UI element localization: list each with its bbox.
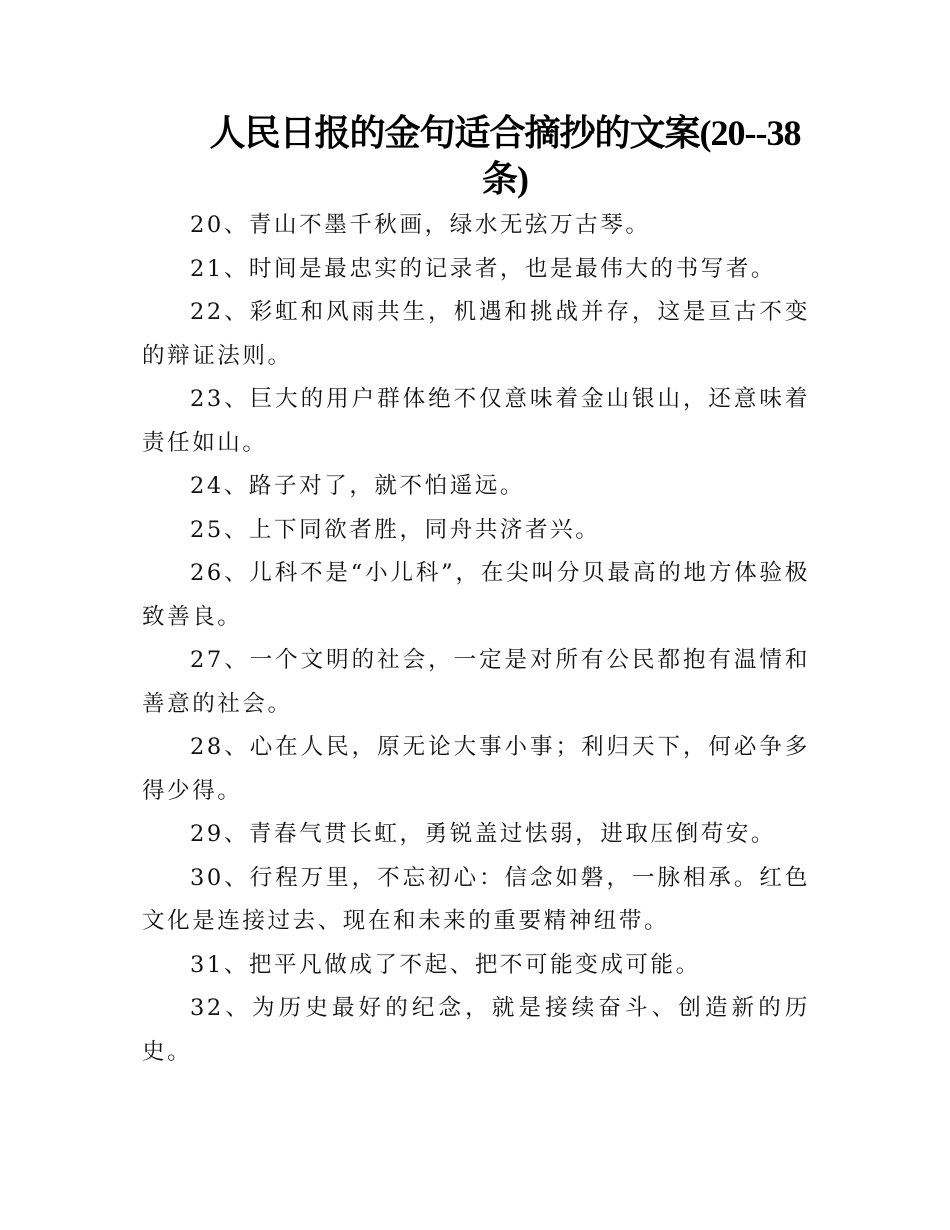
quote-item: 24、路子对了，就不怕遥远。 [190,473,526,499]
quote-list [142,204,810,1074]
quote-item: 28、心在人民，原无论大事小事；利归天下，何必争多得少得。 [142,734,810,804]
quote-item: 29、青春气贯长虹，勇锐盖过怯弱，进取压倒苟安。 [190,821,777,847]
quote-item: 31、把平凡做成了不起、把不可能变成可能。 [190,951,701,978]
quote-item: 21、时间是最忠实的记录者，也是最伟大的书写者。 [190,255,777,282]
quote-item: 22、彩虹和风雨共生，机遇和挑战并存，这是亘古不变的辩证法则。 [142,299,810,369]
quote-item: 25、上下同欲者胜，同舟共济者兴。 [190,516,601,543]
quote-item: 27、一个文明的社会，一定是对所有公民都抱有温情和善意的社会。 [142,647,810,717]
document-title: 人民日报的金句适合摘抄的文案(20--38条) [209,113,801,199]
quote-item: 20、青山不墨千秋画，绿水无弦万古琴。 [190,212,651,238]
quote-item: 30、行程万里，不忘初心：信念如磐，一脉相承。红色文化是连接过去、现在和未来的重要精神纽带。 [142,864,810,934]
document-page [142,110,810,1074]
quote-item: 26、儿科不是“小儿科”，在尖叫分贝最高的地方体验极致善良。 [142,560,810,630]
quote-item: 32、为历史最好的纪念，就是接续奋斗、创造新的历史。 [142,995,810,1065]
quote-item: 23、巨大的用户群体绝不仅意味着金山银山，还意味着责任如山。 [142,386,810,456]
